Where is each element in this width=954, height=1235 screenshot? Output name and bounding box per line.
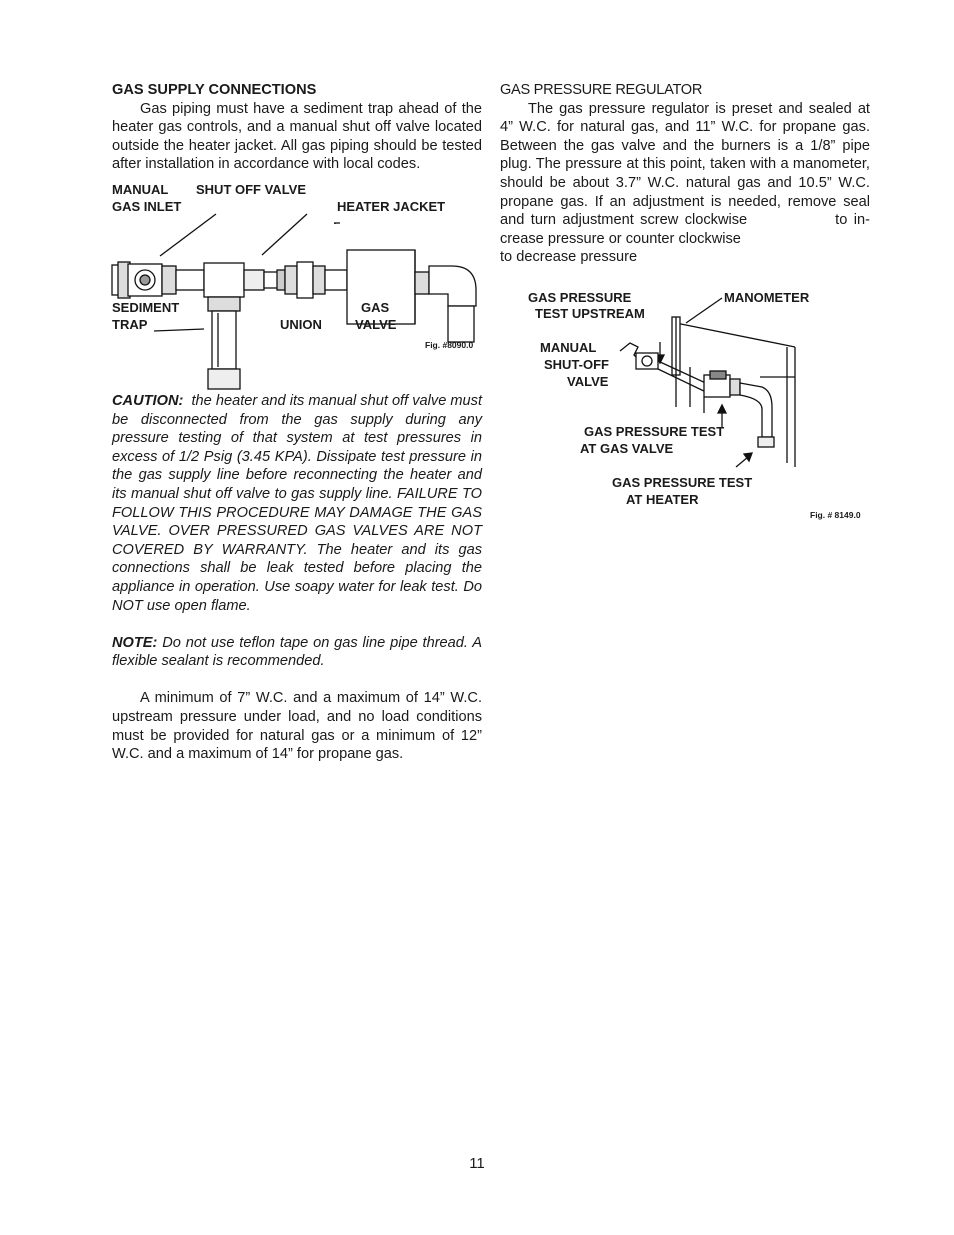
regulator-text-1: The gas pressure regulator is preset and sealed at 4” W.C. for natural gas, and 11” W.C. for propane gas. Between the gas valve and the burners is a 1/8” pipe plug. The pressure at this point, taken with a manometer, should be about 3.7” W.C. natural gas and 10.5” W.C. propane gas. If an adjustment is needed, remove seal and turn adjustment screw clockwise	[500, 100, 870, 229]
label-valve-r: VALVE	[567, 373, 609, 389]
label-gpt-valve: GAS PRESSURE TEST	[584, 423, 725, 439]
regulator-text	[500, 100, 870, 249]
regulator-text-2: to in-	[835, 212, 870, 229]
label-gas: GAS	[361, 299, 390, 315]
label-manual-r: MANUAL	[540, 339, 597, 355]
label-gas-pressure: GAS PRESSURE	[528, 289, 632, 305]
note-paragraph	[112, 634, 482, 671]
label-gpt-heater: GAS PRESSURE TEST	[612, 474, 753, 490]
gas-supply-figure	[112, 181, 482, 392]
note-text: Do not use teflon tape on gas line pipe thread. A flexible sealant is recommended.	[112, 634, 482, 670]
gas-supply-heading: GAS SUPPLY CONNECTIONS	[112, 82, 317, 98]
caution-paragraph	[112, 392, 482, 615]
note-label: NOTE:	[112, 634, 158, 651]
label-at-gas-valve: AT GAS VALVE	[580, 440, 674, 456]
label-manometer: MANOMETER	[724, 289, 810, 305]
page-number: 11	[469, 1155, 485, 1172]
label-union: UNION	[280, 316, 322, 332]
gas-supply-diagram	[112, 188, 482, 392]
caution-label: CAUTION:	[112, 392, 184, 409]
regulator-text-3: crease pressure or counter clockwise	[500, 230, 741, 247]
caution-text: the heater and its manual shut off valve must be disconnected from the gas supply during any pressure testing of that system at test pressures in excess of 1/2 Psig (3.45 KPA). Dissipate test pressure in the gas supply line before reconnecting the heater and its manual shut off valve to gas supply line. FAILURE TO FOLLOW THIS PROCEDURE MAY DAMAGE THE GAS VALVE. OVER PRESSURED GAS VALVES ARE NOT COVERED BY WARRANTY. The heater and its gas connections shall be leak tested before placing the appliance in operation. Use soapy water for leak test. Do NOT use open flame.	[112, 392, 482, 614]
regulator-heading: GAS PRESSURE REGULATOR	[500, 82, 703, 98]
label-shutoff-valve: SHUT OFF VALVE	[196, 181, 307, 197]
label-shutoff-r: SHUT-OFF	[544, 356, 609, 372]
label-manual: MANUAL	[112, 181, 169, 197]
left-column	[112, 81, 482, 764]
right-column	[500, 81, 870, 537]
label-trap: TRAP	[112, 316, 148, 332]
pressure-paragraph: A minimum of 7” W.C. and a maximum of 14” W.C. upstream pressure under load, and no load conditions must be provided for natural gas or a minimum of 12” W.C. and a maximum of 14” for propane gas.	[112, 690, 482, 763]
label-at-heater: AT HEATER	[626, 491, 699, 507]
regulator-figure	[500, 287, 870, 537]
label-test-upstream: TEST UPSTREAM	[535, 305, 645, 321]
gas-supply-intro: Gas piping must have a sediment trap ahead of the heater gas controls, and a manual shut off valve located outside the heater jacket. All gas piping should be tested after installation in accordance with local codes.	[112, 100, 482, 173]
fig-number-8149: Fig. # 8149.0	[810, 509, 861, 520]
label-sediment: SEDIMENT	[112, 299, 180, 315]
label-heater-jacket: HEATER JACKET	[337, 198, 446, 214]
label-valve: VALVE	[355, 316, 397, 332]
fig-number-8090: Fig. #8090.0	[425, 339, 474, 350]
label-gas-inlet: GAS INLET	[112, 198, 182, 214]
regulator-text-4: to decrease pressure	[500, 249, 638, 266]
